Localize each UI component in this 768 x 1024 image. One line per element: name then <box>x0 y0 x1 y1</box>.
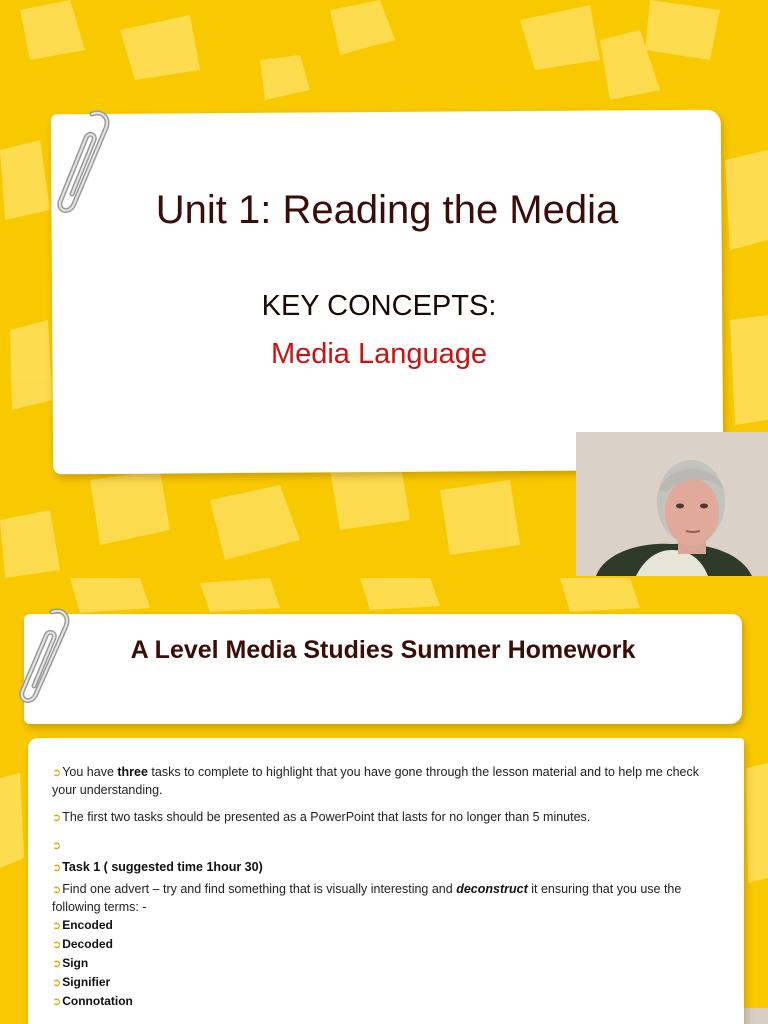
bullet-arrow-icon: ➲ <box>52 958 62 970</box>
list-item: ➲The first two tasks should be presented as a PowerPoint that lasts for no longer than 5 minutes. <box>52 810 591 824</box>
term-item: ➲Decoded <box>52 937 113 951</box>
title-card <box>24 614 742 724</box>
list-item: ➲You have three tasks to complete to highlight that you have gone through the lesson material and to help me check your understanding. <box>52 765 699 797</box>
bullet-list <box>52 764 702 1011</box>
bullet-arrow-icon: ➲ <box>52 812 62 824</box>
bullet-arrow-icon: ➲ <box>52 939 62 951</box>
list-item: ➲Find one advert – try and find something that is visually interesting and deconstruct it ensuring that you use the following terms: - <box>52 882 682 914</box>
term-item: ➲Sign <box>52 956 89 970</box>
presenter-portrait <box>576 432 768 576</box>
bullet-arrow-icon: ➲ <box>52 862 62 874</box>
key-concepts-label: KEY CONCEPTS: <box>261 290 497 322</box>
list-item <box>52 837 702 855</box>
term-item: ➲Encoded <box>52 918 113 932</box>
slide-homework <box>0 578 768 1024</box>
bullet-arrow-icon: ➲ <box>52 977 62 989</box>
slide-title-text: A Level Media Studies Summer Homework <box>130 636 636 664</box>
bullet-arrow-icon: ➲ <box>52 884 62 896</box>
term-item: ➲Connotation <box>52 994 133 1008</box>
list-item: ➲Task 1 ( suggested time 1hour 30) <box>52 860 263 874</box>
webcam-overlay <box>576 432 768 576</box>
term-item: ➲Signifier <box>52 975 111 989</box>
bullet-arrow-icon: ➲ <box>52 996 62 1008</box>
media-language-label: Media Language <box>270 338 488 370</box>
bullet-arrow-icon: ➲ <box>52 767 62 779</box>
bullet-arrow-icon: ➲ <box>52 840 62 852</box>
bullet-arrow-icon: ➲ <box>52 920 62 932</box>
slide-title-text: Unit 1: Reading the Media <box>155 188 619 232</box>
